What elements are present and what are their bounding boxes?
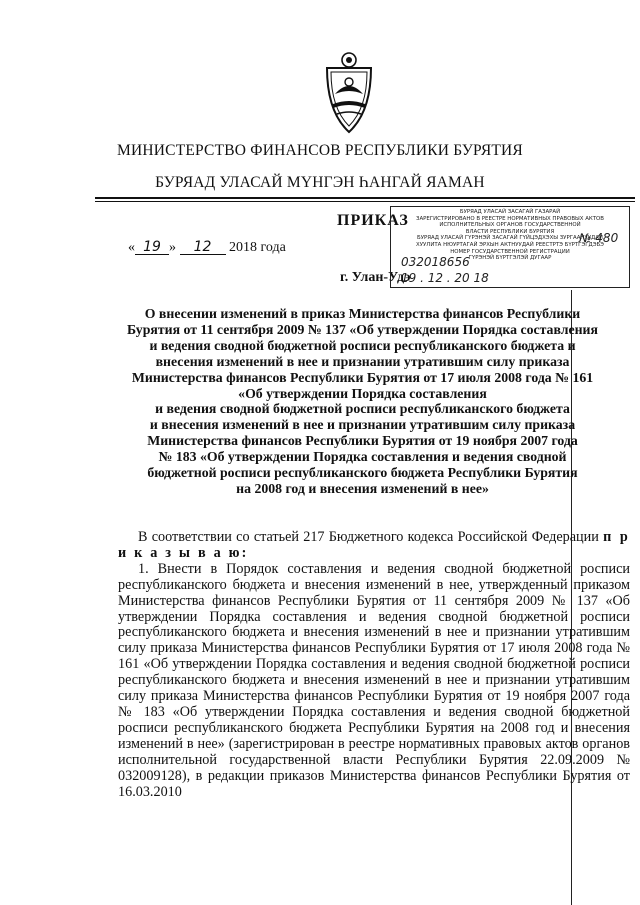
- header-rule-thick: [95, 197, 635, 199]
- document-type-heading: ПРИКАЗ: [337, 212, 409, 229]
- preamble-paragraph: [118, 530, 630, 562]
- ministry-name-ru: МИНИСТЕРСТВО ФИНАНСОВ РЕСПУБЛИКИ БУРЯТИЯ: [117, 142, 523, 159]
- title-line: и ведения сводной бюджетной росписи республиканского бюджета и: [149, 337, 576, 353]
- title-line: на 2008 год и внесения изменений в нее»: [236, 480, 489, 496]
- title-line: внесения изменений в нее и признании утратившим силу приказа: [155, 353, 570, 369]
- stamp-registration-number: 032018656: [401, 255, 470, 269]
- item-1-paragraph: 1. Внести в Порядок составления и ведения сводной бюджетной росписи республиканского бюджета и внесения изменений в нее, утвержденный приказом Министерства финансов Республики Бурятия от 11 сентября 2009 № 137 «Об утверждении Порядка составления и ведения сводной бюджетной росписи республиканского бюджета и внесения изменений в нее и признании утратившим силу приказа Министерства финансов Республики Бурятия от 17 июля 2008 года № 161 «Об утверждении Порядка составления и ведения сводной бюджетной росписи республиканского бюджета и внесения изменений в нее и признании утратившим силу приказа Министерства финансов Республики Бурятия от 19 ноября 2007 года № 183 «Об утверждении Порядка составления и ведения сводной бюджетной росписи республиканского бюджета Республики Бурятия на 2008 год и внесения изменений в нее» (зарегистрирован в реестре нормативных правовых актов органов исполнительной государственной власти Республики Бурятия 22.09.2009 № 032009128), в редакции приказов Министерства финансов Республики Бурятия от 16.03.2010: [118, 560, 630, 800]
- stamp-line: ГҮРЭНЭЙ БҮРТГЭЛЭЙ ДУГААР: [468, 255, 552, 262]
- title-line: № 183 «Об утверждении Порядка составления и ведения сводной: [158, 449, 567, 465]
- stamp-line: ВЛАСТИ РЕСПУБЛИКИ БУРЯТИЯ: [465, 228, 555, 235]
- stamp-line: ИСПОЛНИТЕЛЬНЫХ ОРГАНОВ ГОСУДАРСТВЕННОЙ: [439, 222, 581, 229]
- title-line: Министерства финансов Республики Бурятия от 17 июля 2008 года № 161: [131, 369, 594, 385]
- order-date: « 19 » 12 2018 года: [128, 239, 286, 255]
- date-month: 12: [180, 240, 226, 255]
- stamp-line: БУРЯАД УЛАСАЙ ГҮРЭНЭЙ ЗАСАГАЙ ГҮЙЦЭДХЭХЫ ЗУРГААНУУДАЙ: [417, 235, 603, 242]
- city-label: г. Улан-Удэ: [340, 270, 411, 285]
- stamp-line: ЗАРЕГИСТРИРОВАНО В РЕЕСТРЕ НОРМАТИВНЫХ ПРАВОВЫХ АКТОВ: [416, 215, 604, 222]
- document-title: [95, 306, 630, 497]
- title-line: Министерства финансов Республики Бурятия от 19 ноября 2007 года: [147, 433, 578, 449]
- title-line: Бурятия от 11 сентября 2009 № 137 «Об утверждении Порядка составления: [127, 321, 598, 337]
- stamp-line: ХУУЛИТА НЮУРТАГАЙ ЭРХЫН АКТНУУДАЙ РЕЕСТРТЭ БҮРТГЭГДЭБЭ: [416, 241, 604, 248]
- stamp-line: БУРЯАД УЛАСАЙ ЗАСАГАЙ ГАЗАРАЙ: [459, 209, 561, 215]
- title-line: и ведения сводной бюджетной росписи республиканского бюджета: [155, 401, 570, 417]
- date-year: 2018 года: [229, 240, 286, 255]
- stamp-line: НОМЕР ГОСУДАРСТВЕННОЙ РЕГИСТРАЦИИ: [450, 248, 570, 255]
- date-day: 19: [135, 240, 169, 255]
- stamp-number-short: № 480: [579, 231, 619, 245]
- header-rule-thin: [95, 201, 635, 202]
- coat-of-arms-icon: [321, 48, 377, 134]
- document-body: [118, 530, 630, 800]
- registration-stamp: [390, 206, 630, 288]
- title-line: О внесении изменений в приказ Министерства финансов Республики: [144, 306, 581, 321]
- preamble-text: В соответствии со статьей 217 Бюджетного кодекса Российской Федерации: [138, 529, 599, 545]
- title-line: «Об утверждении Порядка составления: [238, 385, 487, 401]
- title-line: и внесения изменений в нее и признании утратившим силу приказа: [149, 417, 576, 433]
- ministry-name-buryat: БУРЯАД УЛАСАЙ МҮНГЭН ҺАНГАЙ ЯАМАН: [155, 174, 485, 191]
- stamp-registration-date: 19 . 12 . 20 18: [401, 271, 489, 285]
- order-word: п р и к а з ы в а ю:: [118, 529, 630, 561]
- title-line: бюджетной росписи республиканского бюджета Республики Бурятия: [147, 465, 578, 481]
